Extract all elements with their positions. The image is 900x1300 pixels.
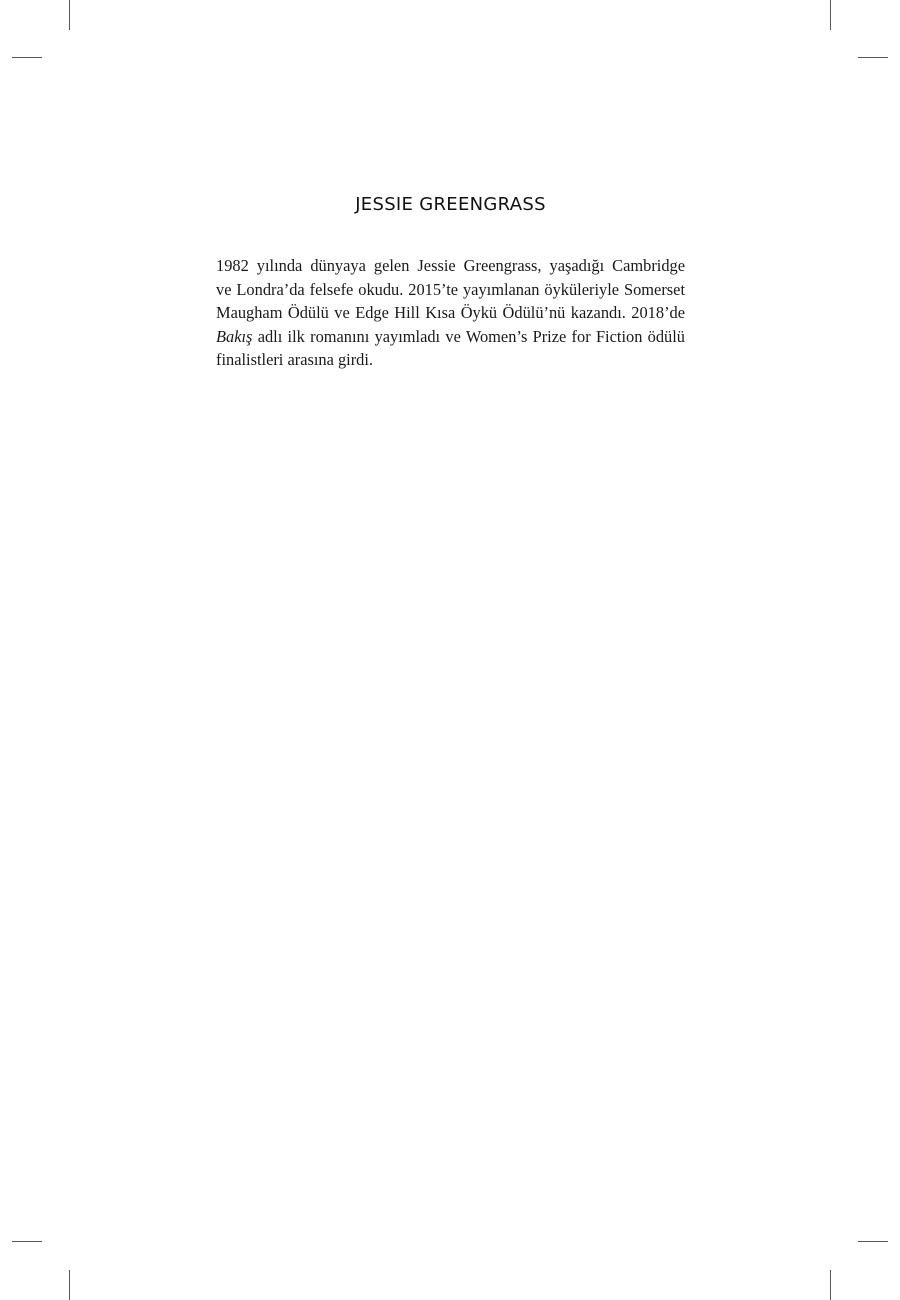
bio-line: ve Londra’da felsefe okudu. 2015’te yayımlanan öyküleriyle Somerset (216, 279, 685, 299)
bio-line (216, 325, 685, 349)
crop-mark-bottom-left-horizontal (12, 1241, 42, 1242)
author-name-heading: JESSIE GREENGRASS (355, 194, 546, 215)
crop-mark-top-left-horizontal (12, 57, 42, 58)
crop-mark-bottom-right-horizontal (858, 1241, 888, 1242)
bio-line: Maugham Ödülü ve Edge Hill Kısa Öykü Ödülü’nü kazandı. 2018’de (216, 303, 685, 322)
crop-mark-bottom-right-vertical (830, 1270, 831, 1300)
bio-line-text: adlı ilk romanını yayımladı ve Women’s Prize for Fiction ödülü (252, 326, 685, 346)
author-bio-paragraph (216, 254, 685, 372)
book-title-italic: Bakış (216, 326, 253, 346)
crop-mark-top-right-vertical (830, 0, 831, 30)
crop-mark-top-left-vertical (69, 0, 70, 30)
crop-mark-bottom-left-vertical (69, 1270, 70, 1300)
bio-line: 1982 yılında dünyaya gelen Jessie Greengrass, yaşadığı Cambridge (216, 256, 685, 275)
bio-line: finalistleri arasına girdi. (216, 350, 374, 369)
crop-mark-top-right-horizontal (858, 57, 888, 58)
